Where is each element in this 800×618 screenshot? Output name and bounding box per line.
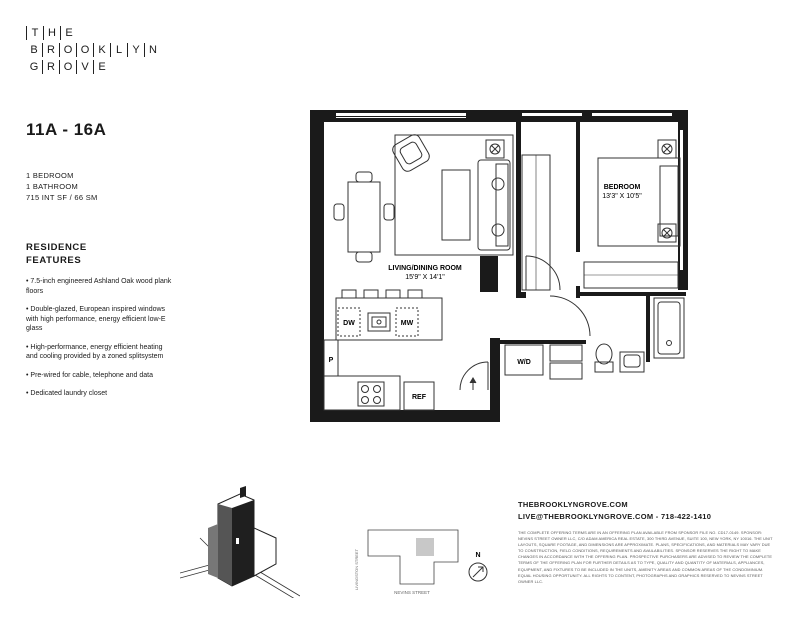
logo-letter: V — [77, 60, 94, 74]
toilet — [595, 344, 613, 372]
features-heading — [26, 241, 87, 267]
features-heading-line: RESIDENCE — [26, 242, 87, 253]
logo-letter: K — [94, 43, 111, 57]
logo-letter: Y — [128, 43, 145, 57]
living-room-dims: 15'9" X 14'1" — [405, 274, 445, 281]
street-vertical: LIVINGSTON STREET — [354, 548, 359, 590]
unit-location — [416, 538, 434, 556]
logo-letter: O — [60, 60, 77, 74]
dining-table — [334, 172, 394, 262]
logo-letter: L — [111, 43, 128, 57]
logo-letter: R — [43, 60, 60, 74]
email-phone[interactable]: LIVE@THEBROOKLYNGROVE.COM - 718-422-1410 — [518, 512, 712, 521]
coffee-table — [442, 170, 470, 240]
nightstands — [658, 140, 676, 242]
site-plan — [350, 520, 500, 600]
feature-item: • Dedicated laundry closet — [26, 390, 108, 397]
legal-disclaimer: THE COMPLETE OFFERING TERMS ARE IN AN OFFERING PLAN AVAILABLE FROM SPONSOR FILE NO. CD17-0149. SPONSOR: NEVINS STREET OWNER LLC, C/O ADAM AMERICA REAL ESTATE, 300 THIRD AVENUE, SUITE 100, NEW YORK, NY 10016. THE UNIT LAYOUTS, SQUARE FOOTAGE, AND DIMENSIONS ARE APPROXIMATE. PLANS, SPECIFICATIONS, AND MATERIALS MAY VARY DUE TO CONSTRUCTION, FIELD CONDITIONS, REQUIREMENTS AND AVAILABILITIES. SPONSOR RESERVES THE RIGHT TO MAKE CHANGES IN ACCORDANCE WITH THE OFFERING PLAN. PROSPECTIVE PURCHASERS ARE ADVISED TO REVIEW THE COMPLETE TERMS OF THE OFFERING PLAN FOR FURTHER DETAILS AS TO TYPE, QUALITY AND QUANTITY OF MATERIALS, APPLIANCES, EQUIPMENT, AND FIXTURES TO BE INCLUDED IN THE UNITS, AMENITY AREAS AND COMMON AREAS OF THE CONDOMINIUM. EQUAL HOUSING OPPORTUNITY. ALL RIGHTS TO CONTENT, PHOTOGRAPHS AND GRAPHICS RESERVED TO NEVINS STREET OWNER LLC. — [518, 530, 773, 584]
vanity — [620, 352, 644, 372]
exterior-walls — [310, 110, 688, 422]
unit-title: 11A - 16A — [26, 120, 107, 139]
features-list — [26, 277, 176, 408]
logo-letter: E — [98, 60, 106, 73]
bedroom-dims: 13'3" X 10'5" — [602, 193, 642, 200]
north-label: N — [475, 552, 481, 559]
entry-door — [460, 362, 488, 390]
dishwasher-label: DW — [343, 320, 355, 327]
brand-logo — [26, 24, 161, 75]
feature-item: • Double-glazed, European inspired windows with high performance, energy efficient low-E glass — [26, 306, 166, 332]
washer-dryer-label: W/D — [517, 359, 531, 366]
armchair — [391, 133, 432, 174]
bathroom-count: 1 BATHROOM — [26, 182, 79, 191]
side-tables — [486, 140, 504, 158]
website-link[interactable]: THEBROOKLYNGROVE.COM — [518, 500, 628, 509]
microwave-label: MW — [400, 320, 414, 327]
building-diagram — [180, 478, 300, 598]
bar-stools — [342, 290, 422, 298]
unit-area: 715 INT SF / 66 SM — [26, 193, 98, 202]
logo-letter: B — [26, 43, 43, 57]
bedroom-label: BEDROOM — [603, 184, 641, 191]
feature-item: • Pre-wired for cable, telephone and data — [26, 371, 153, 379]
logo-row-grove — [26, 58, 161, 75]
site-outline — [368, 530, 458, 584]
pantry-label: P — [328, 357, 334, 364]
logo-letter: E — [65, 26, 73, 39]
feature-item: • 7.5-inch engineered Ashland Oak wood plank floors — [26, 278, 172, 295]
features-heading-line: FEATURES — [26, 255, 82, 266]
bedroom-door — [526, 256, 560, 290]
bath-door — [550, 296, 590, 336]
street-horizontal: NEVINS STREET — [394, 590, 430, 595]
logo-letter: O — [77, 43, 94, 57]
logo-letter: H — [44, 26, 61, 40]
bathtub — [654, 298, 684, 358]
bedroom-count: 1 BEDROOM — [26, 171, 74, 180]
floor-plan — [300, 100, 700, 425]
contact-block — [518, 499, 711, 523]
refrigerator-label: REF — [412, 394, 426, 401]
logo-letter: R — [43, 43, 60, 57]
kitchen-island — [336, 298, 442, 340]
living-room-label: LIVING/DINING ROOM — [388, 265, 462, 272]
feature-item: • High-performance, energy efficient heating and cooling provided by a zoned splitsystem — [26, 343, 164, 360]
logo-row-brooklyn — [26, 41, 161, 58]
logo-letter: T — [26, 26, 44, 40]
sofa — [478, 160, 510, 250]
unit-specs — [26, 170, 98, 203]
logo-letter: N — [149, 43, 157, 56]
living-rug — [395, 135, 513, 255]
logo-letter: G — [26, 60, 43, 74]
north-arrow-icon — [469, 563, 487, 581]
logo-letter: O — [60, 43, 77, 57]
logo-row-the — [26, 24, 161, 41]
